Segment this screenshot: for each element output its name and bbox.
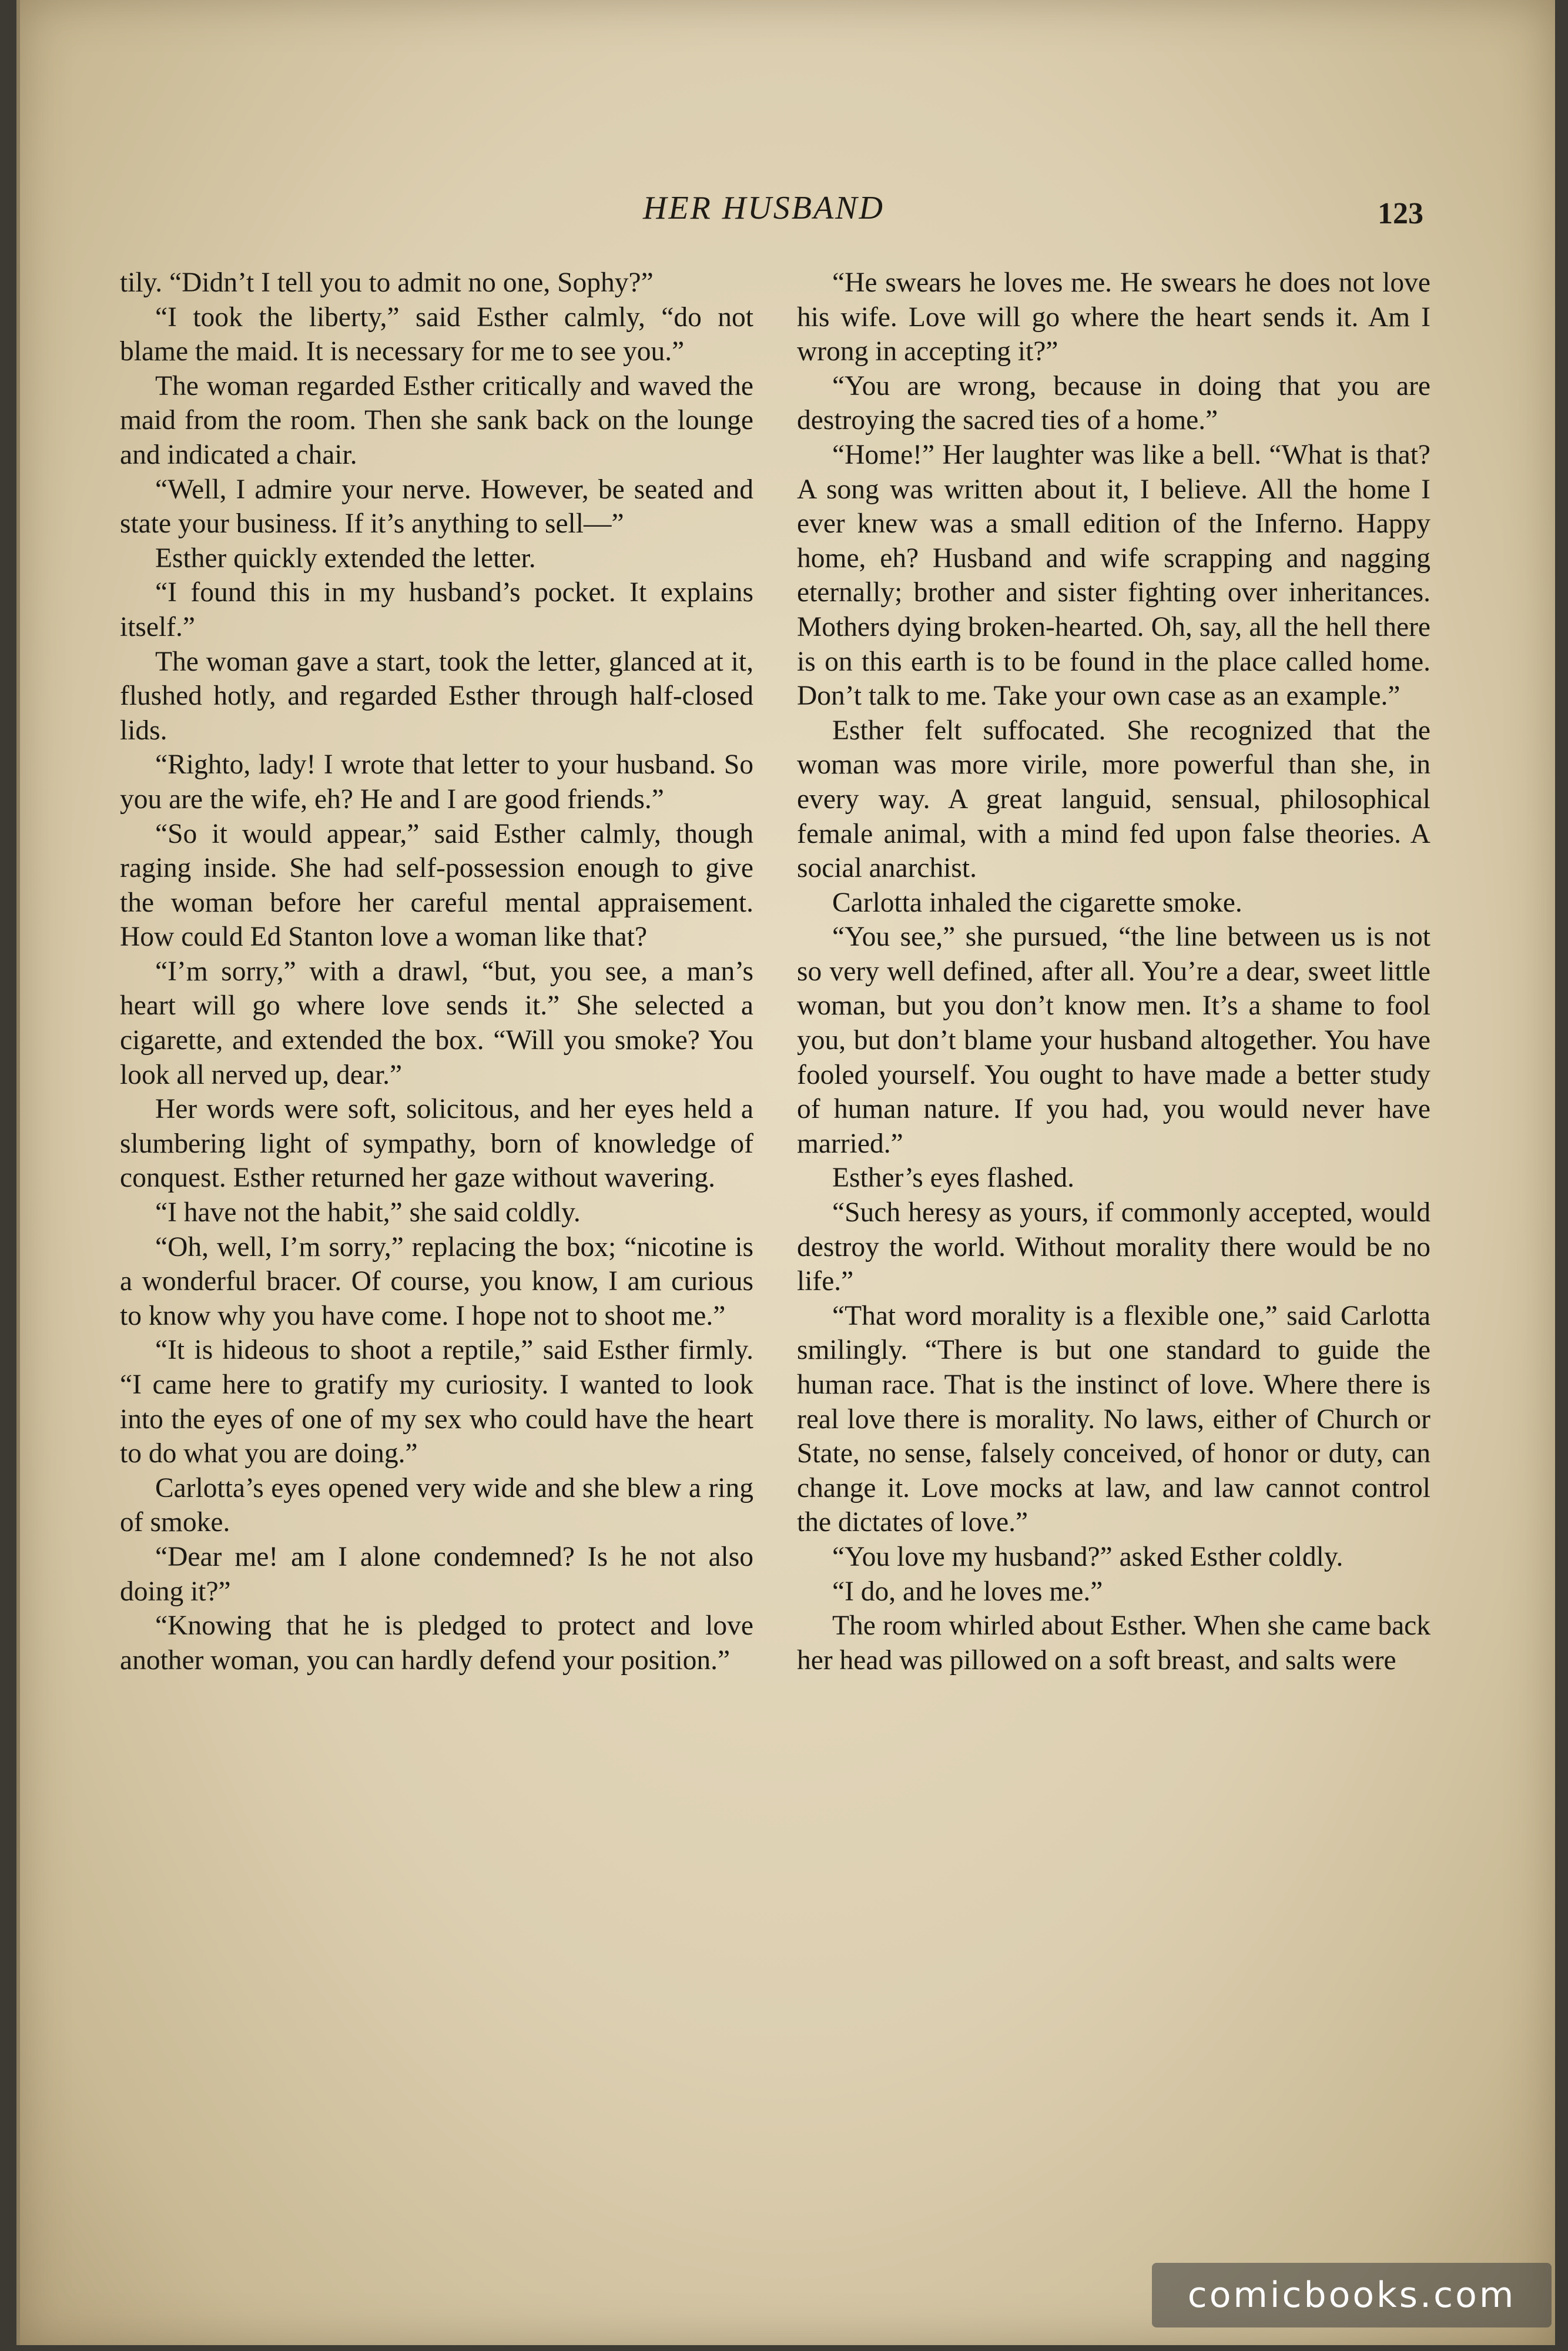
page-number: 123 xyxy=(1378,197,1423,230)
paragraph: Carlotta inhaled the cigarette smoke. xyxy=(832,887,1242,918)
left-column xyxy=(120,266,753,1677)
paragraph: “Righto, lady! I wrote that letter to your husband. So you are the wife, eh? He and I are good friends.” xyxy=(120,749,753,815)
paragraph: “I do, and he loves me.” xyxy=(832,1576,1103,1607)
paragraph: tily. “Didn’t I tell you to admit no one, Sophy?” xyxy=(120,267,654,298)
paragraph: Carlotta’s eyes opened very wide and she blew a ring of smoke. xyxy=(120,1472,753,1538)
paragraph: “You see,” she pursued, “the line between us is not so very well defined, after all. You’re a dear, sweet little woman, but you don’t know men. It’s a shame to fool you, but don’t blame your husband altogether. You have fooled yourself. You ought to have made a better study of human nature. If you had, you would never have married.” xyxy=(797,922,1430,1159)
paragraph: The woman regarded Esther critically and waved the maid from the room. Then she sank back on the lounge and indicated a chair. xyxy=(120,370,753,470)
paragraph: Her words were soft, solicitous, and her eyes held a slumbering light of sympathy, born of knowledge of conquest. Esther returned her gaze without wavering. xyxy=(120,1094,753,1194)
paragraph: “Well, I admire your nerve. However, be seated and state your business. If it’s anything to sell—” xyxy=(120,474,753,540)
paragraph: The room whirled about Esther. When she came back her head was pillowed on a soft breast, and salts were xyxy=(797,1610,1430,1676)
paragraph: “Home!” Her laughter was like a bell. “What is that? A song was written about it, I believe. All the home I ever knew was a small edition of the Inferno. Happy home, eh? Husband and wife scrapping and nagging eternally; brother and sister fighting over inheritances. Mothers dying broken-hearted. Oh, say, all the hell there is on this earth is to be found in the place called home. Don’t talk to me. Take your own case as an example.” xyxy=(797,439,1430,712)
paragraph: “Dear me! am I alone condemned? Is he not also doing it?” xyxy=(120,1541,753,1607)
watermark-logo: comicbooks.com xyxy=(1152,2263,1552,2327)
paragraph: “So it would appear,” said Esther calmly, though raging inside. She had self-possession enough to give the woman before her careful mental appraisement. How could Ed Stanton love a woman like that? xyxy=(120,818,753,953)
paragraph: “You are wrong, because in doing that you are destroying the sacred ties of a home.” xyxy=(797,370,1430,436)
right-column xyxy=(797,266,1430,1677)
paragraph: Esther felt suffocated. She recognized that the woman was more virile, more powerful than she, in every way. A great languid, sensual, philosophical female animal, with a mind fed upon false theories. A social anarchist. xyxy=(797,715,1430,884)
paragraph: “It is hideous to shoot a reptile,” said Esther firmly. “I came here to gratify my curiosity. I wanted to look into the eyes of one of my sex who could have the heart to do what you are doing.” xyxy=(120,1335,753,1469)
paragraph: “I took the liberty,” said Esther calmly, “do not blame the maid. It is necessary for me to see you.” xyxy=(120,302,753,367)
paragraph: “That word morality is a flexible one,” said Carlotta smilingly. “There is but one standard to guide the human race. That is the instinct of love. Where there is real love there is morality. No laws, either of Church or State, no sense, falsely conceived, of honor or duty, can change it. Love mocks at law, and law cannot control the dictates of love.” xyxy=(797,1300,1430,1538)
running-head: HER HUSBAND xyxy=(643,190,884,226)
paragraph: “Knowing that he is pledged to protect and love another woman, you can hardly defend your position.” xyxy=(120,1610,753,1676)
paragraph: “You love my husband?” asked Esther coldly. xyxy=(832,1541,1343,1572)
paragraph: Esther’s eyes flashed. xyxy=(832,1163,1074,1194)
paragraph: The woman gave a start, took the letter, glanced at it, flushed hotly, and regarded Esther through half-closed lids. xyxy=(120,646,753,746)
paragraph: “Oh, well, I’m sorry,” replacing the box; “nicotine is a wonderful bracer. Of course, you know, I am curious to know why you have come. I hope not to shoot me.” xyxy=(120,1231,753,1331)
book-page xyxy=(16,0,1555,2345)
paragraph: “I’m sorry,” with a drawl, “but, you see, a man’s heart will go where love sends it.” She selected a cigarette, and extended the box. “Will you smoke? You look all nerved up, dear.” xyxy=(120,956,753,1090)
paragraph: “I found this in my husband’s pocket. It explains itself.” xyxy=(120,577,753,642)
paragraph: “Such heresy as yours, if commonly accepted, would destroy the world. Without morality there would be no life.” xyxy=(797,1197,1430,1297)
paragraph: “He swears he loves me. He swears he does not love his wife. Love will go where the heart sends it. Am I wrong in accepting it?” xyxy=(797,267,1430,367)
paragraph: “I have not the habit,” she said coldly. xyxy=(155,1197,581,1228)
paragraph: Esther quickly extended the letter. xyxy=(155,542,536,574)
